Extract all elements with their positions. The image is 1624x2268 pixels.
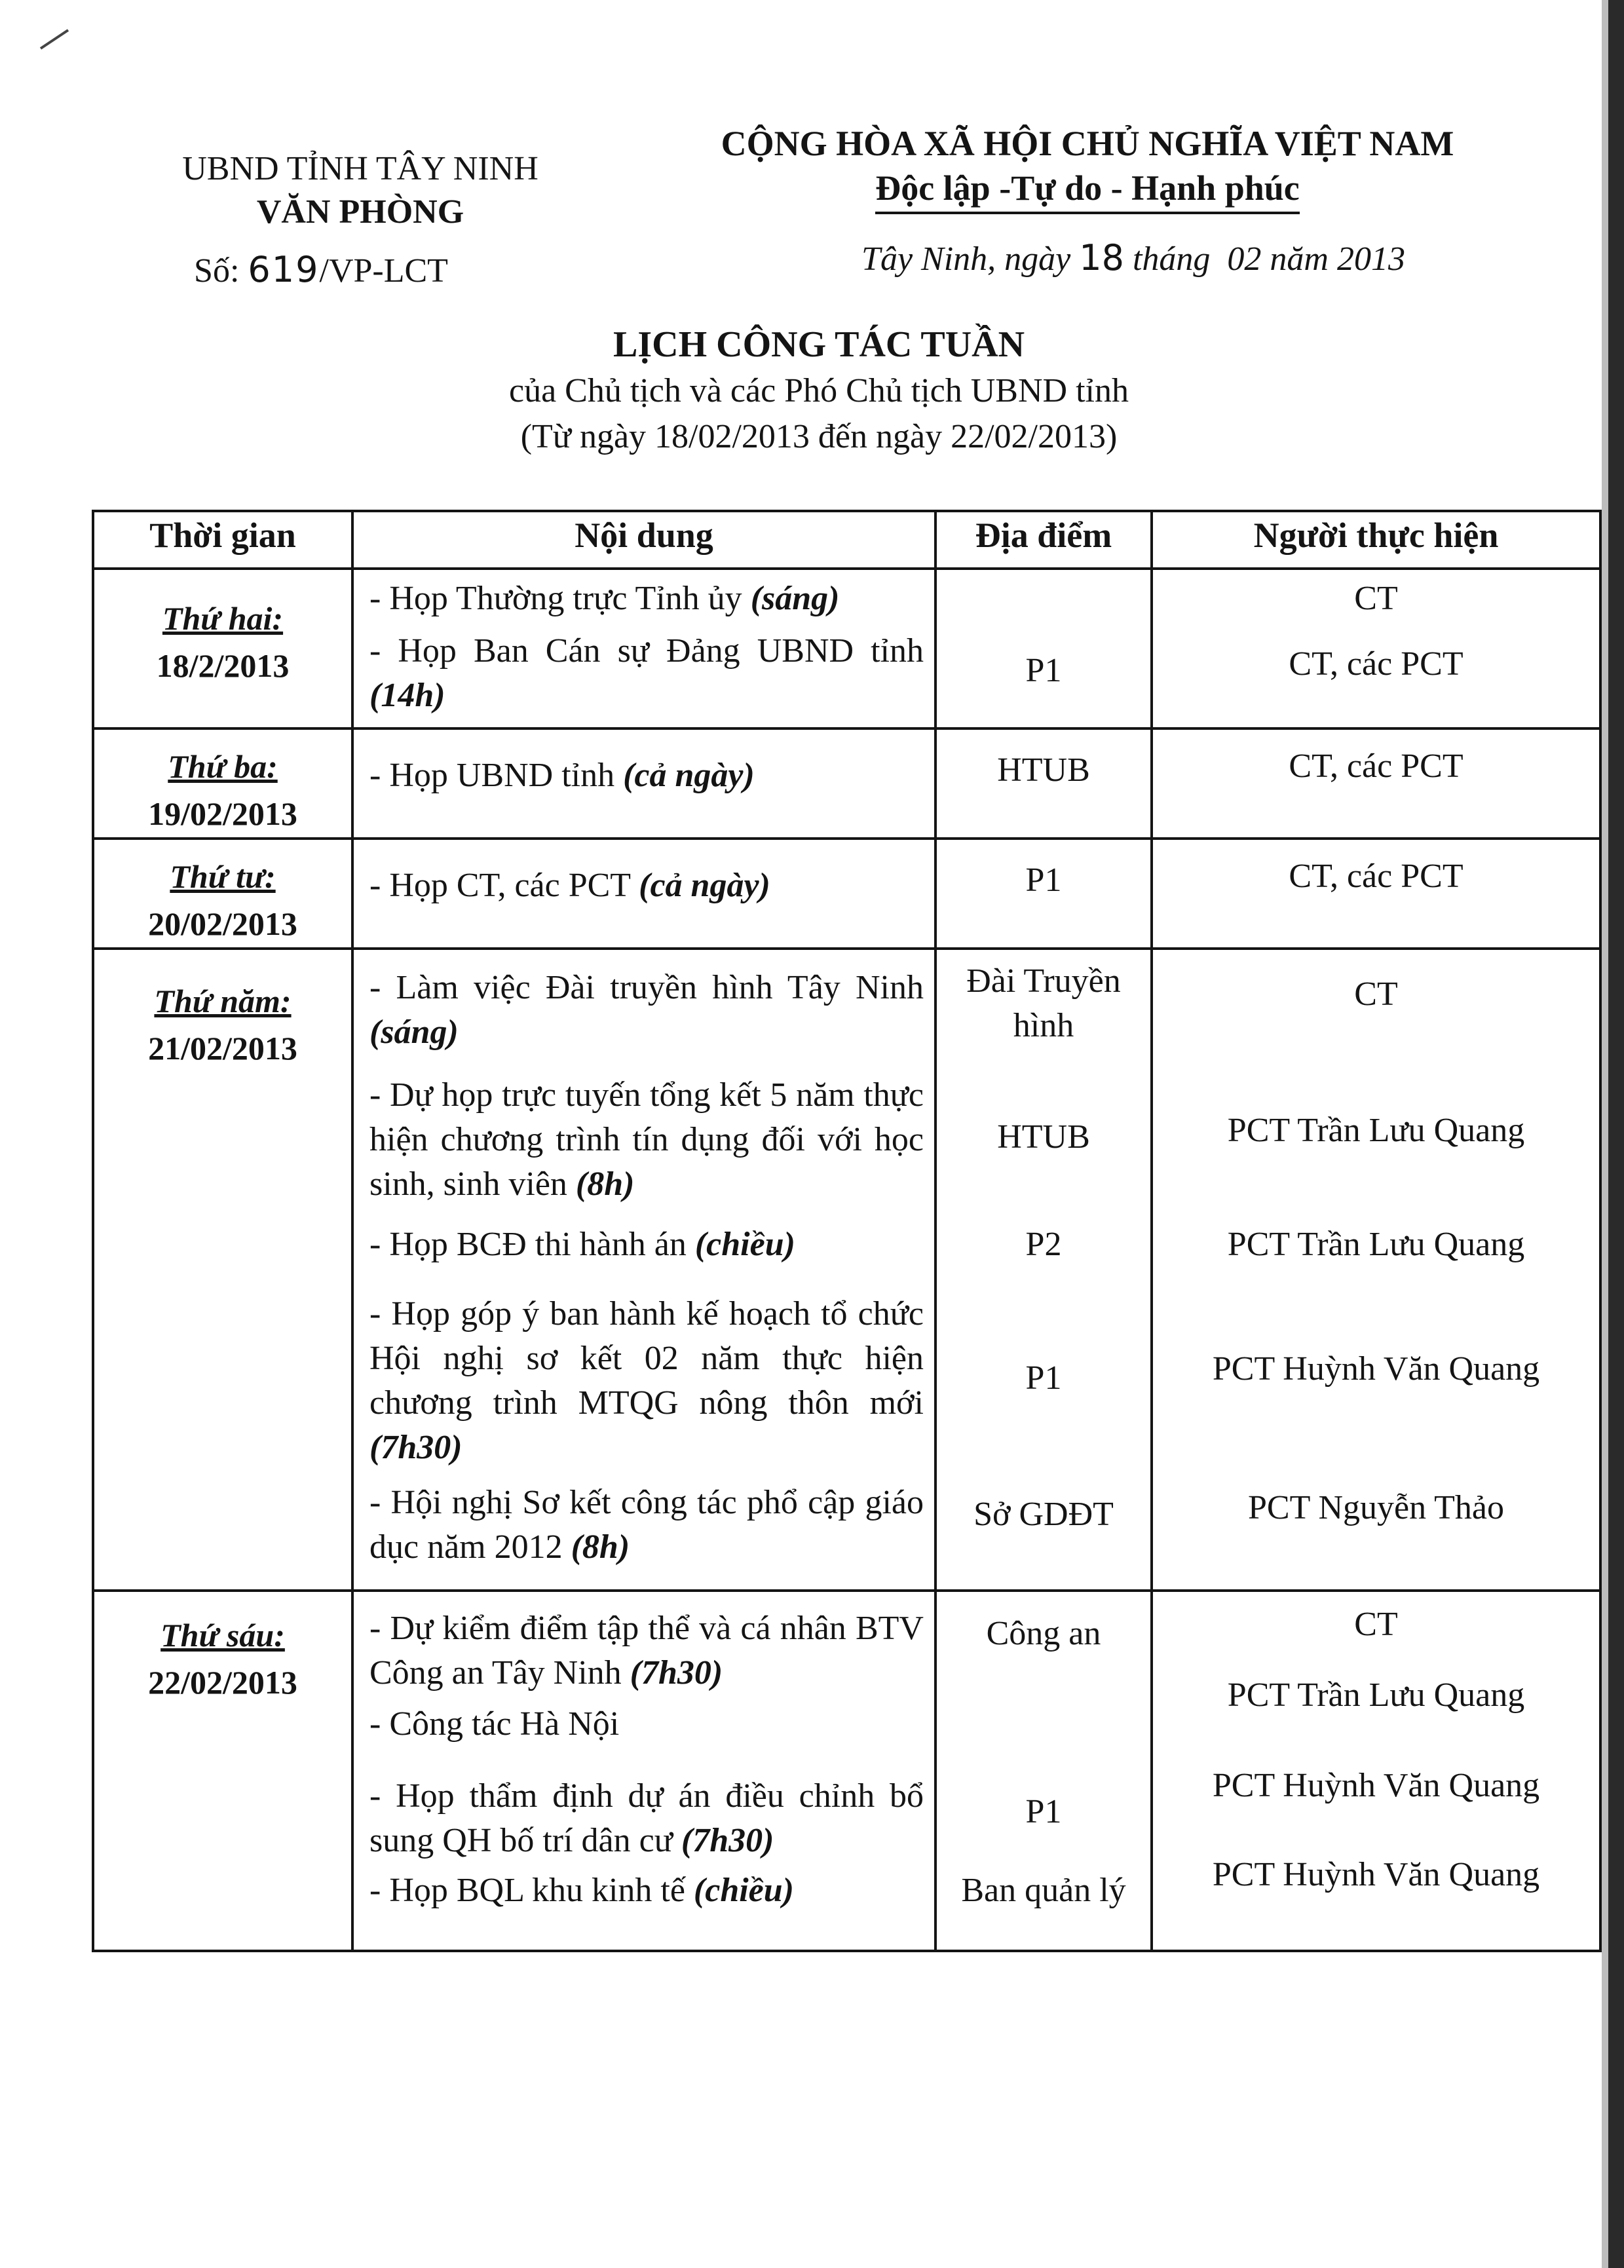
item-location: Ban quản lý xyxy=(961,1872,1126,1909)
item-person: PCT Trần Lưu Quang xyxy=(1227,1112,1525,1149)
day-cell xyxy=(93,949,352,1591)
item-time: (7h30) xyxy=(681,1822,774,1859)
agency-name: UBND TỈNH TÂY NINH xyxy=(182,150,538,187)
item-location: Sở GDĐT xyxy=(973,1496,1114,1533)
day-row-friday xyxy=(93,1591,1600,1951)
item-content: - Họp thẩm định dự án điều chỉnh bổ sung QH bố trí dân cư xyxy=(369,1777,924,1859)
location-cell xyxy=(935,949,1152,1591)
day-cell xyxy=(93,728,352,839)
day-row-thursday xyxy=(93,949,1600,1591)
item-content: - Họp BQL khu kinh tế xyxy=(369,1872,685,1909)
item-person: CT xyxy=(1354,580,1398,617)
person-cell xyxy=(1152,1591,1600,1951)
issue-date-suffix: tháng 02 năm 2013 xyxy=(1132,240,1405,278)
day-date: 20/02/2013 xyxy=(148,905,297,942)
person-cell xyxy=(1152,839,1600,949)
item-location: P1 xyxy=(1025,861,1062,899)
item-time: (sáng) xyxy=(369,1013,459,1051)
item-person: PCT Nguyễn Thảo xyxy=(1248,1489,1504,1526)
item-content: - Hội nghị Sơ kết công tác phổ cập giáo dục năm 2012 xyxy=(369,1484,924,1566)
schedule-item xyxy=(354,730,934,798)
item-time: (14h) xyxy=(369,677,445,714)
header-person: Người thực hiện xyxy=(1152,511,1600,569)
schedule-item xyxy=(354,1592,934,1702)
scan-edge-dark xyxy=(1608,0,1624,2268)
item-content: - Công tác Hà Nội xyxy=(369,1705,620,1743)
issue-date-day-handwritten: 18 xyxy=(1079,237,1124,278)
item-location: Đài Truyền hình xyxy=(966,962,1121,1044)
document-subtitle: của Chủ tịch và các Phó Chủ tịch UBND tỉnh xyxy=(509,372,1129,409)
item-location: P1 xyxy=(1025,1793,1062,1830)
item-content: - Họp Ban Cán sự Đảng UBND tỉnh xyxy=(369,632,924,670)
item-content: - Họp UBND tỉnh xyxy=(369,757,615,794)
document-number xyxy=(151,248,570,293)
day-name: Thứ năm: xyxy=(154,983,292,1019)
date-range: (Từ ngày 18/02/2013 đến ngày 22/02/2013) xyxy=(520,418,1118,455)
item-person: PCT Huỳnh Văn Quang xyxy=(1212,1767,1540,1804)
schedule-item xyxy=(354,840,934,908)
schedule-item xyxy=(354,629,934,718)
document-number-suffix: /VP-LCT xyxy=(319,252,448,290)
header-left xyxy=(151,147,570,293)
scan-mark xyxy=(38,26,72,52)
day-name: Thứ ba: xyxy=(168,748,278,785)
item-person: PCT Huỳnh Văn Quang xyxy=(1212,1350,1540,1388)
day-date: 18/2/2013 xyxy=(156,647,290,684)
location-cell xyxy=(935,569,1152,728)
scan-edge-light xyxy=(1602,0,1608,2268)
document-number-handwritten: 619 xyxy=(248,249,320,290)
person-cell xyxy=(1152,569,1600,728)
header-time: Thời gian xyxy=(93,511,352,569)
item-person: PCT Huỳnh Văn Quang xyxy=(1212,1856,1540,1893)
item-time: (7h30) xyxy=(630,1654,723,1692)
content-cell xyxy=(352,949,935,1591)
schedule-item xyxy=(354,1059,934,1222)
item-time: (chiều) xyxy=(694,1226,795,1263)
item-person: PCT Trần Lưu Quang xyxy=(1227,1676,1525,1714)
item-content: - Họp Thường trực Tỉnh ủy xyxy=(369,580,742,617)
day-date: 21/02/2013 xyxy=(148,1030,297,1067)
day-name: Thứ tư: xyxy=(170,858,276,895)
content-cell xyxy=(352,569,935,728)
schedule-item xyxy=(354,1481,934,1570)
item-person: CT, các PCT xyxy=(1289,645,1463,683)
header-right xyxy=(675,121,1500,281)
day-row-tuesday xyxy=(93,728,1600,839)
item-time: (cả ngày) xyxy=(639,867,770,904)
schedule-item xyxy=(354,1222,934,1284)
schedule-item xyxy=(354,1702,934,1764)
person-cell xyxy=(1152,728,1600,839)
day-cell xyxy=(93,569,352,728)
document-title-block xyxy=(328,321,1310,460)
day-row-monday xyxy=(93,569,1600,728)
schedule-table xyxy=(92,510,1602,1952)
item-person: CT xyxy=(1354,1606,1398,1643)
day-cell xyxy=(93,1591,352,1951)
day-row-wednesday xyxy=(93,839,1600,949)
item-time: (8h) xyxy=(575,1165,635,1203)
item-time: (cả ngày) xyxy=(623,757,755,794)
office-name: VĂN PHÒNG xyxy=(256,193,464,231)
national-motto: Độc lập -Tự do - Hạnh phúc xyxy=(875,166,1300,214)
item-location: P2 xyxy=(1025,1226,1062,1263)
person-cell xyxy=(1152,949,1600,1591)
item-location: Công an xyxy=(986,1615,1101,1652)
issue-date-prefix: Tây Ninh, ngày xyxy=(861,240,1071,278)
item-location: HTUB xyxy=(997,751,1090,789)
item-content: - Họp BCĐ thi hành án xyxy=(369,1226,687,1263)
location-cell xyxy=(935,1591,1152,1951)
schedule-header-row xyxy=(93,511,1600,569)
item-location: P1 xyxy=(1025,1359,1062,1397)
day-date: 22/02/2013 xyxy=(148,1664,297,1701)
item-time: (7h30) xyxy=(369,1429,463,1466)
day-date: 19/02/2013 xyxy=(148,795,297,832)
day-cell xyxy=(93,839,352,949)
content-cell xyxy=(352,728,935,839)
item-time: (8h) xyxy=(571,1528,630,1566)
item-person: CT xyxy=(1354,975,1398,1013)
schedule-item xyxy=(354,1868,934,1913)
item-content: - Làm việc Đài truyền hình Tây Ninh xyxy=(369,969,924,1006)
item-content: - Họp góp ý ban hành kế hoạch tổ chức Hội nghị sơ kết 02 năm thực hiện chương trình MTQG nông thôn mới xyxy=(369,1295,924,1422)
content-cell xyxy=(352,1591,935,1951)
item-location: HTUB xyxy=(997,1118,1090,1156)
header-location: Địa điểm xyxy=(935,511,1152,569)
item-location: P1 xyxy=(1025,652,1062,689)
issue-date xyxy=(675,236,1500,281)
country-name: CỘNG HÒA XÃ HỘI CHỦ NGHĨA VIỆT NAM xyxy=(721,124,1454,163)
item-person: CT, các PCT xyxy=(1289,747,1463,785)
schedule-item xyxy=(354,1764,934,1868)
day-name: Thứ hai: xyxy=(162,600,284,637)
item-time: (sáng) xyxy=(750,580,840,617)
content-cell xyxy=(352,839,935,949)
item-person: PCT Trần Lưu Quang xyxy=(1227,1226,1525,1263)
item-person: CT, các PCT xyxy=(1289,858,1463,895)
schedule-item xyxy=(354,950,934,1059)
header-content: Nội dung xyxy=(352,511,935,569)
item-time: (chiều) xyxy=(693,1872,795,1909)
item-location xyxy=(937,1702,1150,1764)
item-content: - Dự kiểm điểm tập thể và cá nhân BTV Công an Tây Ninh xyxy=(369,1610,924,1692)
document-title: LỊCH CÔNG TÁC TUẦN xyxy=(613,324,1025,365)
document-number-prefix: Số: xyxy=(194,252,240,290)
location-cell xyxy=(935,839,1152,949)
schedule-item xyxy=(354,1284,934,1481)
location-cell xyxy=(935,728,1152,839)
item-location xyxy=(937,570,1150,629)
day-name: Thứ sáu: xyxy=(161,1617,285,1654)
schedule-item xyxy=(354,570,934,629)
item-content: - Dự họp trực tuyến tổng kết 5 năm thực hiện chương trình tín dụng đối với học sinh, sinh viên xyxy=(369,1076,924,1203)
item-content: - Họp CT, các PCT xyxy=(369,867,631,904)
